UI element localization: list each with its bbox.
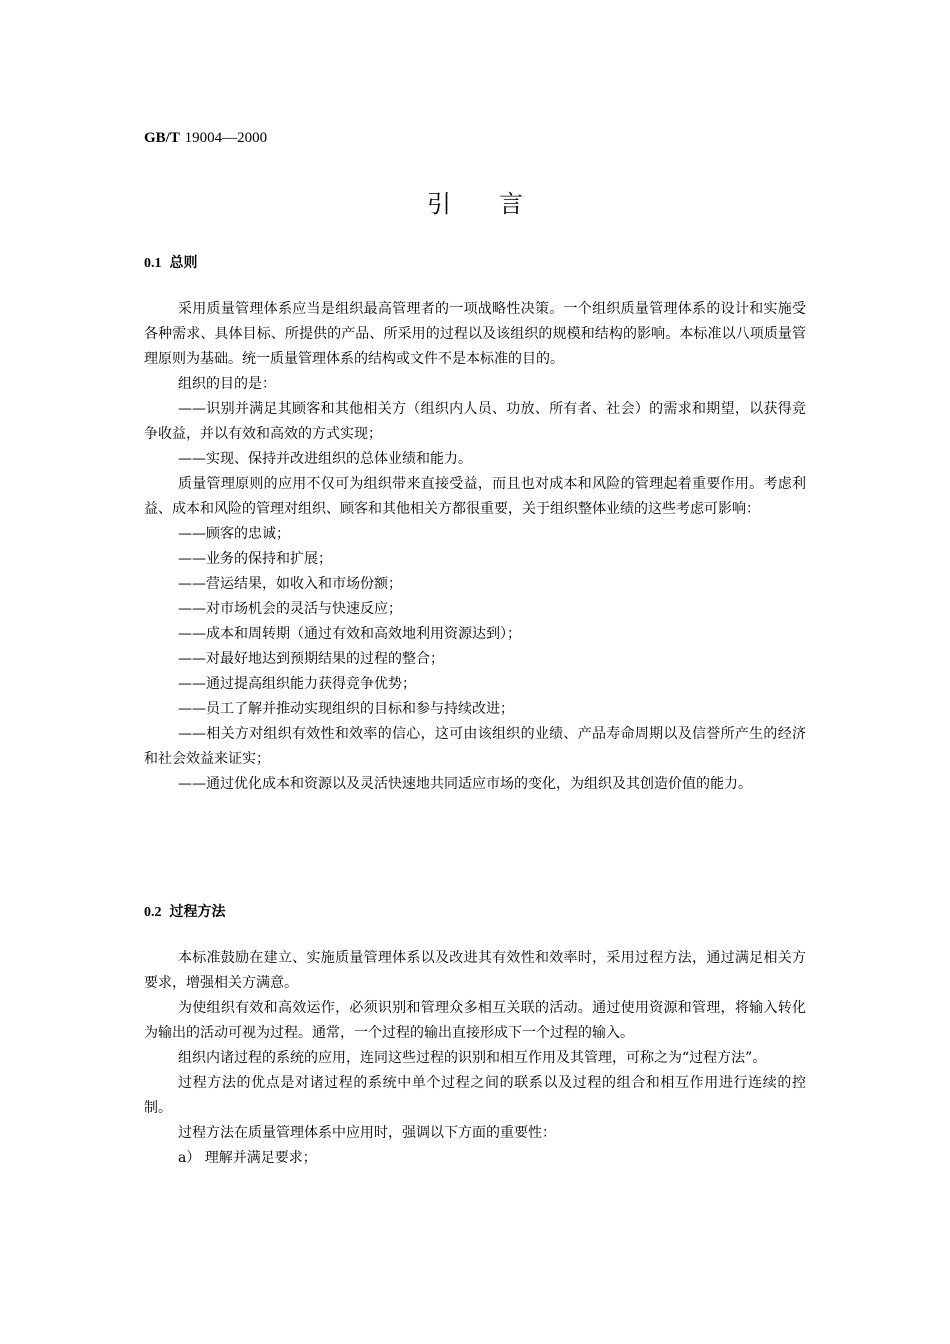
list-item: ——员工了解并推动实现组织的目标和参与持续改进； — [178, 701, 514, 717]
list-item: ——通过提高组织能力获得竞争优势； — [178, 676, 416, 692]
page-title: 引言 — [427, 190, 571, 218]
paragraph: 采用质量管理体系应当是组织最高管理者的一项战略性决策。一个组织质量管理体系的设计和实施受各种需求、具体目标、所提供的产品、所采用的过程以及该组织的规模和结构的影响。本标准以八项质量管理原则为基础。统一质量管理体系的结构或文件不是本标准的目的。 — [144, 301, 806, 367]
section-body-process-approach — [144, 946, 806, 1171]
list-item: ——业务的保持和扩展； — [178, 551, 332, 567]
section-number: 0.1 — [144, 256, 162, 271]
paragraph: 组织的目的是： — [178, 376, 276, 392]
list-item: ——对最好地达到预期结果的过程的整合； — [178, 651, 444, 667]
list-item: ——识别并满足其顾客和其他相关方（组织内人员、功放、所有者、社会）的需求和期望，以获得竞争收益，并以有效和高效的方式实现； — [144, 401, 806, 442]
paragraph: 质量管理原则的应用不仅可为组织带来直接受益，而且也对成本和风险的管理起着重要作用。考虑利益、成本和风险的管理对组织、顾客和其他相关方都很重要，关于组织整体业绩的这些考虑可影响： — [144, 476, 806, 517]
paragraph: 组织内诸过程的系统的应用，连同这些过程的识别和相互作用及其管理，可称之为“过程方法”。 — [178, 1050, 767, 1066]
paragraph: 过程方法在质量管理体系中应用时，强调以下方面的重要性： — [178, 1125, 556, 1141]
list-item: ——相关方对组织有效性和效率的信心，这可由该组织的业绩、产品寿命周期以及信誉所产生的经济和社会效益来证实； — [144, 726, 806, 767]
list-item: ——通过优化成本和资源以及灵活快速地共同适应市场的变化，为组织及其创造价值的能力。 — [178, 776, 752, 792]
paragraph: 过程方法的优点是对诸过程的系统中单个过程之间的联系以及过程的组合和相互作用进行连续的控制。 — [144, 1075, 806, 1116]
section-number: 0.2 — [144, 905, 162, 920]
list-item: a） 理解并满足要求； — [178, 1150, 317, 1166]
section-title: 过程方法 — [169, 904, 226, 920]
list-item: ——实现、保持并改进组织的总体业绩和能力。 — [178, 451, 472, 467]
list-item: ——营运结果，如收入和市场份额； — [178, 576, 402, 592]
section-body-general — [144, 297, 806, 797]
list-item: ——成本和周转期（通过有效和高效地利用资源达到）； — [178, 626, 521, 642]
list-item: ——对市场机会的灵活与快速反应； — [178, 601, 402, 617]
list-item: ——顾客的忠诚； — [178, 526, 290, 542]
section-heading-general — [144, 252, 198, 272]
standard-prefix: GB/T — [144, 130, 180, 146]
paragraph: 本标准鼓励在建立、实施质量管理体系以及改进其有效性和效率时，采用过程方法，通过满足相关方要求，增强相关方满意。 — [144, 950, 806, 991]
standard-identifier — [144, 128, 267, 147]
section-title: 总则 — [169, 255, 198, 271]
paragraph: 为使组织有效和高效运作，必须识别和管理众多相互关联的活动。通过使用资源和管理，将输入转化为输出的活动可视为过程。通常，一个过程的输出直接形成下一个过程的输入。 — [144, 1000, 806, 1041]
standard-number: 19004—2000 — [184, 130, 268, 146]
section-heading-process-approach — [144, 901, 226, 921]
